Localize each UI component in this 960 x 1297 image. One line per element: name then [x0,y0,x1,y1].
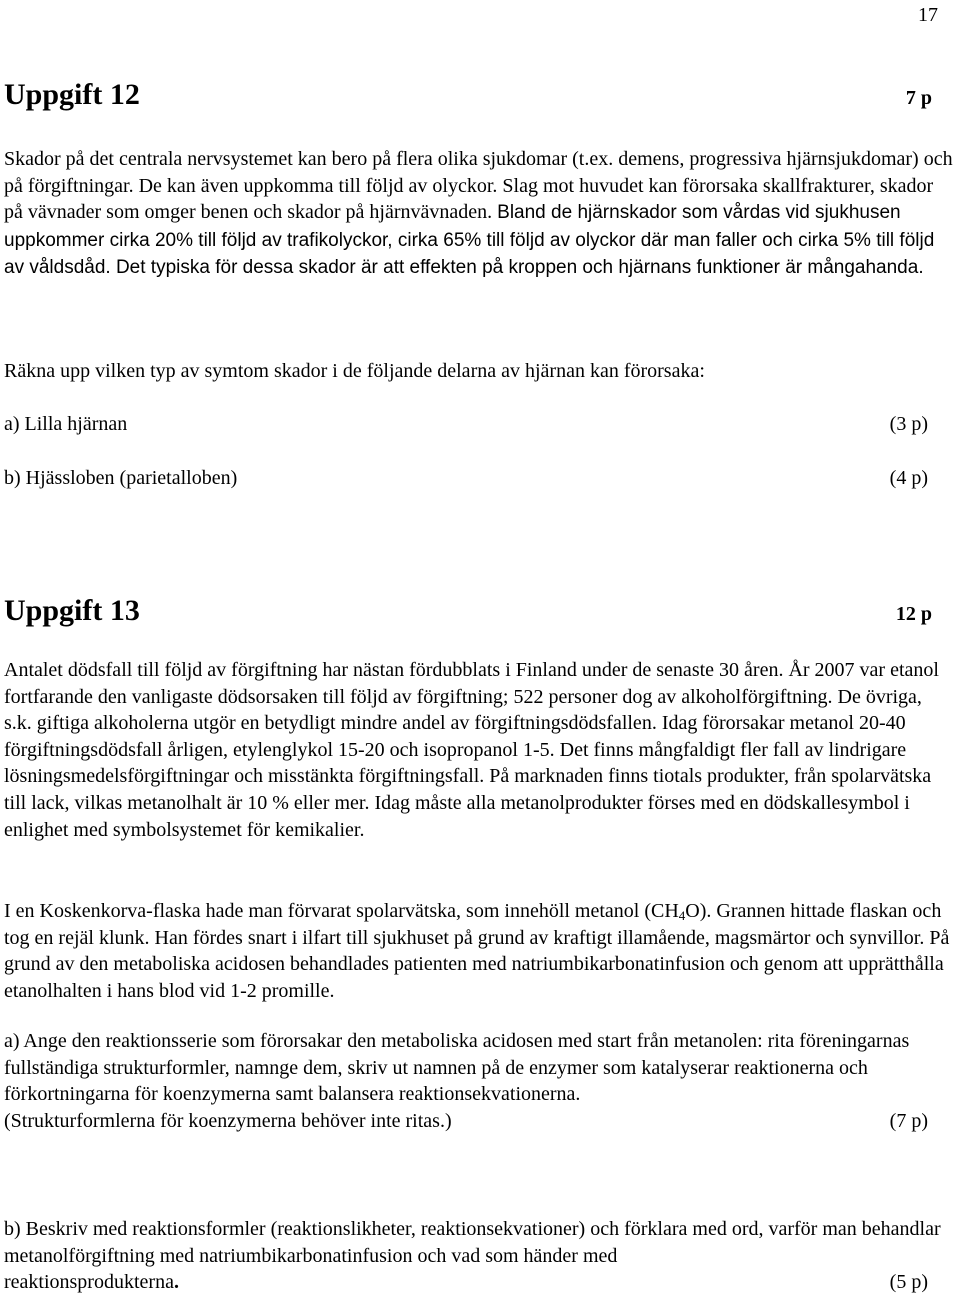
task-13-paragraph-2-post: O). Grannen hittade flaskan och tog en rejäl klunk. Han fördes snart i ilfart till sjukhuset på grund av kraftigt illamående, magsmärtor och synvillor. På grund av den metaboliska acidosen behandlades patienten med natriumbikarbonatinfusion och genom att upprätthålla etanolhalten i hans blod vid 1-2 promille. [4,900,950,1002]
formula-subscript: 4 [678,908,686,923]
task-12-heading [4,78,932,112]
task-13-part-a-last-line [4,1108,954,1135]
task-13-part-a [4,1028,954,1134]
task-12-intro-serif: Skador på det centrala nervsystemet kan bero på flera olika sjukdomar (t.ex. demens, progressiva hjärnsjukdomar) och på förgiftningar. De kan även uppkomma till följd av olyckor. Slag mot huvudet kan förorsaka skallfrakturer, skador på vävnader som omger benen och skador på hjärnvävnaden. [4,148,953,224]
task-13-title: Uppgift 13 [4,594,140,627]
task-12-part-a [4,411,928,438]
task-12-intro-sans: Bland de hjärnskador som vårdas vid sjukhusen uppkommer cirka 20% till följd av trafikolyckor, cirka 65% till följd av olyckor där man faller och cirka 5% till följd av våldsdåd. Det typiska för dessa skador är att effekten på kroppen och hjärnans funktioner är mångahanda. [4,202,935,279]
task-12-part-b-points: (4 p) [889,467,928,489]
task-13-heading [4,594,932,628]
task-13-part-b-points: (5 p) [889,1271,928,1294]
task-12-intro [4,146,954,282]
task-13-part-b-period: . [173,1271,179,1294]
task-13-part-b [4,1216,954,1296]
task-13-paragraph-2-pre: I en Koskenkorva-flaska hade man förvarat spolarvätska, som innehöll metanol (CH [4,900,679,922]
task-12-part-b [4,465,928,492]
task-13-part-b-text: b) Beskriv med reaktionsformler (reaktionslikheter, reaktionsekvationer) och förklara med ord, varför man behandlar metanolförgiftning med natriumbikarbonatinfusion och vad som händer med [4,1218,941,1267]
task-12-points: 7 p [905,87,932,109]
task-13-paragraph-2 [4,898,954,1004]
task-12-question: Räkna upp vilken typ av symtom skador i de följande delarna av hjärnan kan förorsaka: [4,360,705,382]
task-12-part-b-label: b) Hjässloben (parietalloben) [4,467,238,489]
task-12-title: Uppgift 12 [4,78,140,111]
task-12-part-a-points: (3 p) [889,413,928,435]
task-13-part-a-points: (7 p) [889,1109,928,1132]
task-13-paragraph-1: Antalet dödsfall till följd av förgiftning har nästan fördubblats i Finland under de senaste 30 åren. År 2007 var etanol fortfarande den vanligaste dödsorsaken till följd av förgiftning; 522 personer dog av alkoholförgiftning. De övriga, s.k. giftiga alkoholerna utgör en betydligt mindre andel av förgiftningsdödsfallen. Idag förorsakar metanol 20-40 förgiftningsdödsfall årligen, etylenglykol 15-20 och isopropanol 1-5. Det finns mångfaldigt fler fall av lindrigare lösningsmedelsförgiftningar och misstänkta förgiftningsfall. På marknaden finns tiotals produkter, från spolarvätska till lack, vilkas metanolhalt är 10 % eller mer. Idag måste alla metanolprodukter förses med en dödskallesymbol i enlighet med symbolsystemet för kemikalier. [4,659,939,841]
task-12-part-a-label: a) Lilla hjärnan [4,413,128,435]
page-number: 17 [918,4,938,26]
task-13-part-b-last-line [4,1269,954,1296]
task-13-part-b-last: reaktionsprodukterna [4,1271,174,1294]
task-13-part-a-text: a) Ange den reaktionsserie som förorsakar den metaboliska acidosen med start från metanolen: rita föreningarnas fullständiga strukturformler, namnge dem, skriv ut namnen på de enzymer som katalyserar reaktionerna och förkortningarna för koenzymerna samt balansera reaktionsekvationerna. [4,1030,910,1106]
task-13-points: 12 p [895,603,932,625]
task-13-part-a-note: (Strukturformlerna för koenzymerna behöver inte ritas.) [4,1109,452,1132]
